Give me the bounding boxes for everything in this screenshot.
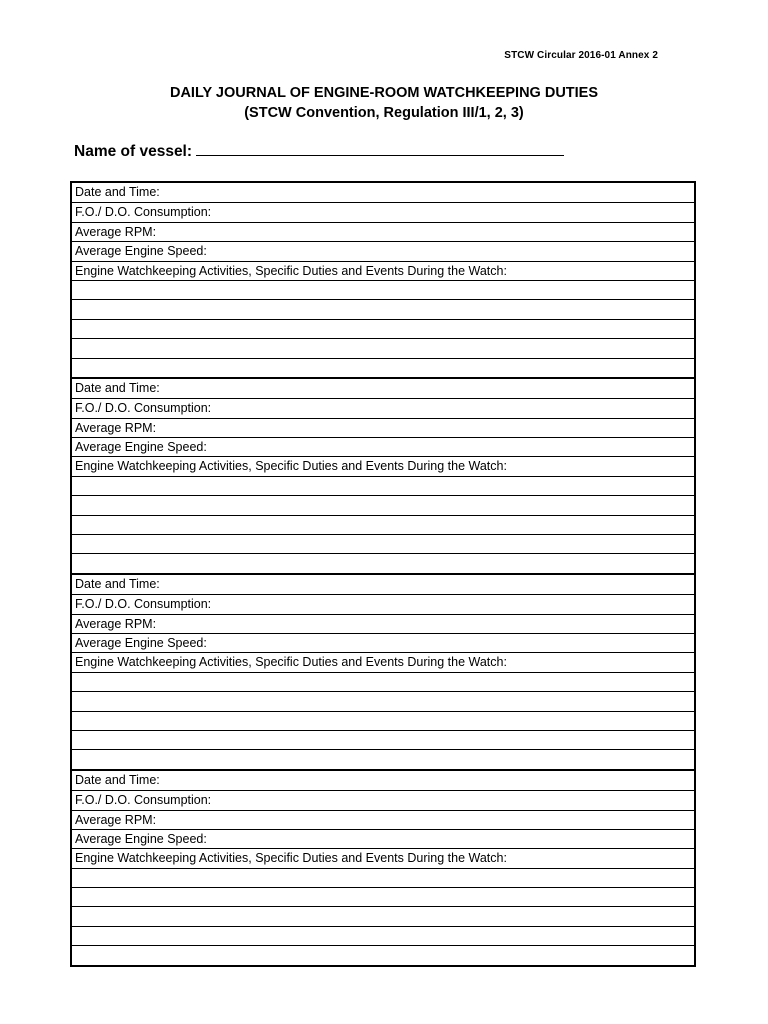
annex-reference: STCW Circular 2016-01 Annex 2 bbox=[504, 50, 658, 61]
average-rpm-row[interactable]: Average RPM: bbox=[72, 614, 694, 633]
date-time-row[interactable]: Date and Time: bbox=[75, 185, 160, 199]
activities-header-row: Engine Watchkeeping Activities, Specific Duties and Events During the Watch: bbox=[72, 652, 694, 671]
vessel-name-field bbox=[74, 141, 564, 161]
consumption-row[interactable]: F.O./ D.O. Consumption: bbox=[72, 398, 694, 417]
blank-row[interactable] bbox=[72, 926, 694, 945]
blank-row[interactable] bbox=[72, 691, 694, 710]
blank-row[interactable] bbox=[72, 534, 694, 553]
blank-row[interactable] bbox=[72, 495, 694, 514]
date-time-row[interactable]: Date and Time: bbox=[75, 380, 160, 395]
activities-header-row: Engine Watchkeeping Activities, Specific Duties and Events During the Watch: bbox=[72, 261, 694, 280]
blank-row[interactable] bbox=[72, 476, 694, 495]
average-engine-speed-row[interactable]: Average Engine Speed: bbox=[72, 241, 694, 260]
date-time-row[interactable]: Date and Time: bbox=[75, 772, 160, 787]
watch-entry-2 bbox=[72, 377, 694, 573]
blank-row[interactable] bbox=[72, 868, 694, 887]
activities-header-row: Engine Watchkeeping Activities, Specific Duties and Events During the Watch: bbox=[72, 456, 694, 475]
date-time-row[interactable]: Date and Time: bbox=[75, 576, 160, 591]
blank-row[interactable] bbox=[72, 945, 694, 964]
blank-row[interactable] bbox=[72, 280, 694, 299]
consumption-row[interactable]: F.O./ D.O. Consumption: bbox=[72, 790, 694, 809]
blank-row[interactable] bbox=[72, 358, 694, 377]
blank-row[interactable] bbox=[72, 730, 694, 749]
journal-table bbox=[70, 181, 696, 967]
activities-header-row: Engine Watchkeeping Activities, Specific Duties and Events During the Watch: bbox=[72, 848, 694, 867]
blank-row[interactable] bbox=[72, 749, 694, 768]
blank-row[interactable] bbox=[72, 319, 694, 338]
blank-row[interactable] bbox=[72, 711, 694, 730]
average-engine-speed-row[interactable]: Average Engine Speed: bbox=[72, 829, 694, 848]
watch-entry-1 bbox=[72, 183, 694, 377]
average-engine-speed-row[interactable]: Average Engine Speed: bbox=[72, 437, 694, 456]
average-engine-speed-row[interactable]: Average Engine Speed: bbox=[72, 633, 694, 652]
average-rpm-row[interactable]: Average RPM: bbox=[72, 810, 694, 829]
consumption-row[interactable]: F.O./ D.O. Consumption: bbox=[72, 594, 694, 613]
blank-row[interactable] bbox=[72, 515, 694, 534]
watch-entry-3 bbox=[72, 573, 694, 769]
average-rpm-row[interactable]: Average RPM: bbox=[72, 222, 694, 241]
average-rpm-row[interactable]: Average RPM: bbox=[72, 418, 694, 437]
consumption-row[interactable]: F.O./ D.O. Consumption: bbox=[72, 202, 694, 221]
vessel-name-blank-line[interactable] bbox=[196, 141, 564, 156]
vessel-name-label: Name of vessel: bbox=[74, 143, 193, 160]
title-line-2: (STCW Convention, Regulation III/1, 2, 3) bbox=[244, 105, 524, 121]
watch-entry-4 bbox=[72, 769, 694, 965]
page-title bbox=[0, 83, 768, 123]
blank-row[interactable] bbox=[72, 553, 694, 572]
blank-row[interactable] bbox=[72, 299, 694, 318]
blank-row[interactable] bbox=[72, 906, 694, 925]
blank-row[interactable] bbox=[72, 672, 694, 691]
title-line-1: DAILY JOURNAL OF ENGINE-ROOM WATCHKEEPING DUTIES bbox=[169, 85, 599, 101]
blank-row[interactable] bbox=[72, 338, 694, 357]
blank-row[interactable] bbox=[72, 887, 694, 906]
